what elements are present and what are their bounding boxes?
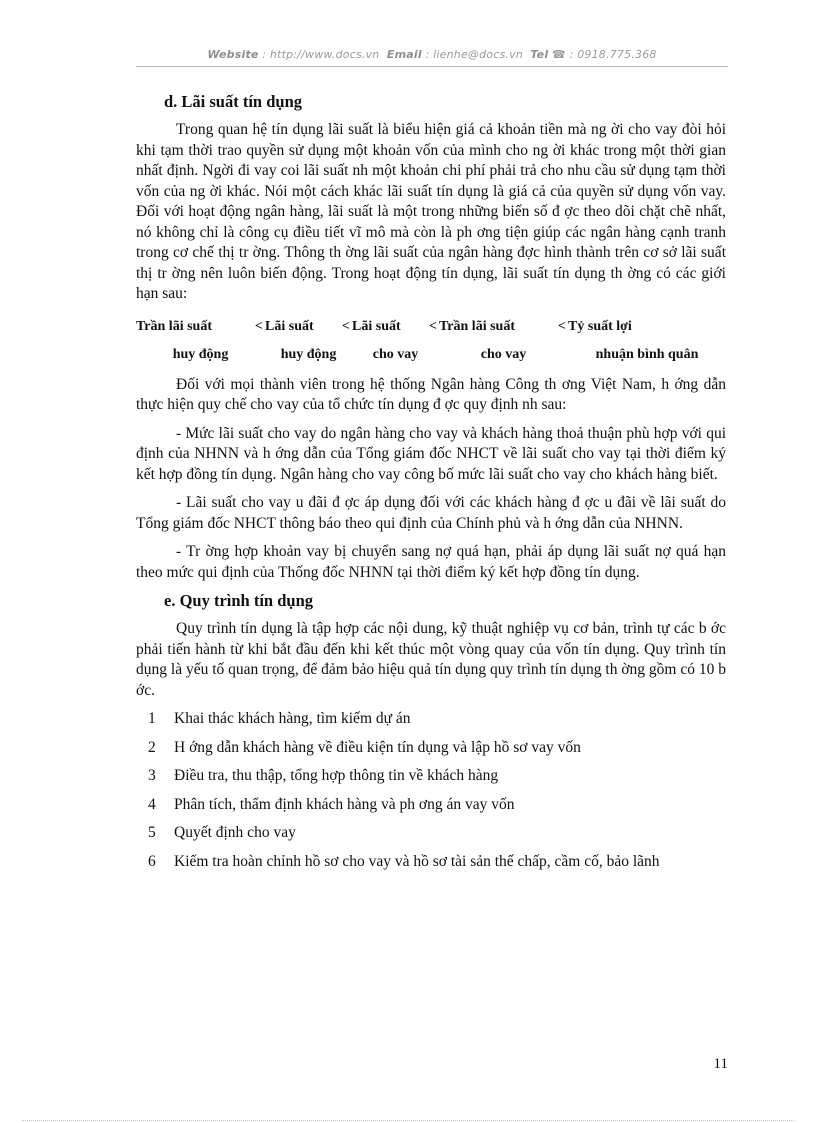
rate-row-labels — [136, 313, 726, 341]
rate-sublabel: cho vay — [372, 346, 419, 362]
list-item — [148, 766, 726, 787]
less-than-sign: < — [254, 318, 263, 334]
rate-cell: Trần lãi suất — [136, 318, 212, 334]
credit-process-steps — [148, 709, 726, 872]
step-text: Quyết định cho vay — [174, 824, 296, 841]
section-d-paragraph-1: Trong quan hệ tín dụng lãi suất là biểu hiện giá cả khoản tiền mà ng ời cho vay đòi hỏi khi tạm thời trao quyền sử dụng một khoản vốn của mình cho ng ời khác trong một thời gian nhất định. Ngời đi vay coi lãi suất nh một khoản chi phí phải trả cho nhu cầu sử dụng tạm thời vốn của ng ời khác. Nói một cách khác lãi suất tín dụng là giá cả của quyền sử dụng vốn vay. Đối với hoạt động ngân hàng, lãi suất là một trong những biến số đ ợc theo dõi chặt chẽ nhất, nó không chỉ là công cụ điều tiết vĩ mô mà còn là ph ơng tiện giúp các ngân hàng cạnh tranh trong cơ chế thị tr ờng. Thông th ờng lãi suất của ngân hàng đợc hình thành trên cơ sở lãi suất thị tr ờng nên luôn biến động. Trong hoạt động tín dụng, lãi suất tín dụng th ờng có các giới hạn sau: — [136, 121, 726, 302]
less-than-sign: < — [428, 318, 437, 334]
page-body — [136, 92, 726, 880]
step-number: 6 — [148, 852, 156, 870]
step-text: Phân tích, thẩm định khách hàng và ph ơng án vay vốn — [174, 795, 515, 813]
list-item — [148, 795, 726, 816]
step-number: 5 — [148, 824, 156, 841]
step-text: Khai thác khách hàng, tìm kiếm dự án — [174, 710, 411, 727]
rate-sublabel: cho vay — [480, 346, 527, 362]
less-than-sign: < — [341, 318, 350, 334]
page-header — [136, 48, 728, 61]
page-number: 11 — [713, 1056, 728, 1072]
section-e-paragraph-1: Quy trình tín dụng là tập hợp các nội dung, kỹ thuật nghiệp vụ cơ bản, trình tự các b ớc phải tiến hành từ khi bắt đầu đến khi kết thúc một vòng quay của vốn tín dụng. Quy trình tín dụng là yếu tố quan trọng, để đảm bảo hiệu quả tín dụng quy trình tín dụng th ờng gồm có 10 b ớc. — [136, 620, 726, 699]
section-d-paragraph-4: - Lãi suất cho vay u đãi đ ợc áp dụng đối với các khách hàng đ ợc u đãi về lãi suất do Tổng giám đốc NHCT thông báo theo qui định của Chính phủ và h ớng dẫn của NHNN. — [136, 494, 726, 532]
footer-divider — [22, 1120, 794, 1121]
tel-number: ☎ : 0918.775.368 — [552, 48, 657, 61]
section-d-paragraph-3: - Mức lãi suất cho vay do ngân hàng cho vay và khách hàng thoả thuận phù hợp với qui định của NHNN và h ớng dẫn của Tổng giám đốc NHCT về lãi suất cho vay tại thời điểm ký kết hợp đồng tín dụng. Ngân hàng cho vay công bố mức lãi suất cho vay cho khách hàng biết. — [136, 424, 726, 483]
step-number: 4 — [148, 795, 156, 813]
rate-cell: Tỷ suất lợi — [568, 318, 632, 334]
section-d-heading: d. Lãi suất tín dụng — [164, 92, 303, 111]
email-address: : lienhe@docs.vn — [425, 48, 523, 61]
list-item — [148, 852, 726, 873]
rate-row-sublabels — [136, 341, 726, 369]
step-text: H ớng dẫn khách hàng về điều kiện tín dụng và lập hồ sơ vay vốn — [174, 738, 581, 756]
rate-sublabel: huy động — [172, 346, 229, 362]
step-number: 3 — [148, 767, 156, 784]
rate-cell: Lãi suất — [352, 318, 401, 334]
interest-rate-limits — [136, 313, 726, 369]
section-d-paragraph-2: Đối với mọi thành viên trong hệ thống Ngân hàng Công th ơng Việt Nam, h ớng dẫn thực hiện quy chế cho vay của tổ chức tín dụng đ ợc quy định nh sau: — [136, 375, 726, 413]
rate-sublabel: huy động — [280, 346, 337, 362]
email-label: Email — [386, 48, 422, 61]
section-d-paragraph-5: - Tr ờng hợp khoản vay bị chuyển sang nợ quá hạn, phải áp dụng lãi suất nợ quá hạn theo mức qui định của Thống đốc NHNN tại thời điểm ký kết hợp đồng tín dụng. — [136, 543, 726, 581]
list-item — [148, 709, 726, 730]
header-divider — [136, 66, 728, 67]
tel-label: Tel — [530, 48, 549, 61]
step-number: 1 — [148, 710, 156, 727]
rate-sublabel: nhuận bình quân — [595, 346, 699, 362]
section-e-heading: e. Quy trình tín dụng — [164, 591, 313, 610]
rate-cell: Trần lãi suất — [439, 318, 515, 334]
website-label: Website — [207, 48, 259, 61]
step-text: Kiểm tra hoàn chỉnh hồ sơ cho vay và hồ sơ tài sản thế chấp, cầm cố, bảo lãnh — [174, 852, 660, 870]
step-text: Điều tra, thu thập, tổng hợp thông tin về khách hàng — [174, 767, 499, 784]
list-item — [148, 738, 726, 759]
website-url: : http://www.docs.vn — [262, 48, 380, 61]
rate-cell: Lãi suất — [265, 318, 314, 334]
less-than-sign: < — [557, 318, 566, 334]
step-number: 2 — [148, 738, 156, 756]
list-item — [148, 823, 726, 844]
